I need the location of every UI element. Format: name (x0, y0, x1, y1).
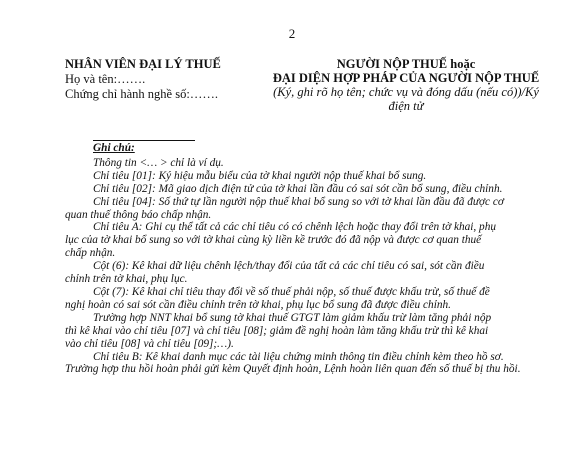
note-column-7-line-2: nghị hoàn có sai sót cần điều chỉnh trên tờ khai, phụ lục bổ sung đã được điều chỉnh. (65, 298, 451, 311)
tax-agent-heading: NHÂN VIÊN ĐẠI LÝ THUẾ (65, 57, 221, 71)
note-intro: Thông tin <… > chỉ là ví dụ. (93, 156, 224, 169)
note-indicator-a-line-2: lục của tờ khai bổ sung so với tờ khai cùng kỳ liền kề trước đó đã nộp và được cơ quan thuế (65, 234, 482, 247)
notes-divider (93, 140, 195, 141)
note-gtgt-line-2: thì kê khai vào chỉ tiêu [07] và chỉ tiêu [08]; giảm đề nghị hoàn làm tăng khấu trừ thì kê khai (65, 324, 489, 337)
notes-section (65, 142, 555, 376)
note-column-6-line-1: Cột (6): Kê khai dữ liệu chênh lệch/thay đổi của tất cả các chỉ tiêu có sai, sót cần điều (93, 260, 485, 273)
taxpayer-heading-line-1: NGƯỜI NỘP THUẾ hoặc (336, 57, 476, 71)
taxpayer-signature-block (262, 57, 550, 113)
note-column-7-line-1: Cột (7): Kê khai chỉ tiêu thay đổi về số thuế phải nộp, số thuế được khấu trừ, số thuế đề (93, 285, 490, 298)
note-indicator-a-line-1: Chỉ tiêu A: Ghi cụ thể tất cả các chỉ tiêu có có chênh lệch hoặc thay đổi trên tờ khai, phụ (93, 221, 496, 234)
note-indicator-a-line-3: chấp nhận. (65, 247, 116, 260)
note-indicator-04-line-2: quan thuế thông báo chấp nhận. (65, 208, 212, 221)
tax-agent-name-line: Họ và tên:……. (65, 72, 146, 86)
note-indicator-b-line-2: Trường hợp thu hồi hoàn phải gửi kèm Quyết định hoàn, Lệnh hoàn liên quan đến số thuế bị thu hồi. (65, 363, 521, 376)
note-gtgt-line-1: Trường hợp NNT khai bổ sung tờ khai thuế GTGT làm giảm khấu trừ làm tăng phải nộp (93, 311, 492, 324)
note-indicator-02: Chỉ tiêu [02]: Mã giao dịch điện tử của tờ khai lần đầu có sai sót cần bổ sung, điều chỉnh. (93, 182, 503, 195)
tax-agent-signature-block (65, 57, 255, 102)
note-indicator-b-line-1: Chỉ tiêu B: Kê khai danh mục các tài liệu chứng minh thông tin điều chỉnh kèm theo hồ sơ. (93, 350, 504, 363)
notes-title: Ghi chú: (93, 142, 135, 154)
page-number: 2 (288, 26, 296, 41)
signature-instruction-line-2: điện tử (388, 99, 424, 113)
taxpayer-heading-line-2: ĐẠI DIỆN HỢP PHÁP CỦA NGƯỜI NỘP THUẾ (272, 71, 540, 85)
signature-instruction-line-1: (Ký, ghi rõ họ tên; chức vụ và đóng dấu (nếu có))/Ký (273, 85, 539, 99)
note-indicator-04-line-1: Chỉ tiêu [04]: Số thứ tự lần người nộp thuế khai bổ sung so với tờ khai lần đầu đã được cơ (93, 195, 504, 208)
tax-agent-certificate-line: Chứng chỉ hành nghề số:……. (65, 87, 218, 101)
note-column-6-line-2: chỉnh trên tờ khai, phụ lục. (65, 273, 188, 286)
note-gtgt-line-3: vào chỉ tiêu [08] và chỉ tiêu [09];…). (65, 337, 234, 350)
note-indicator-01: Chỉ tiêu [01]: Ký hiệu mẫu biểu của tờ khai người nộp thuế khai bổ sung. (93, 169, 427, 182)
